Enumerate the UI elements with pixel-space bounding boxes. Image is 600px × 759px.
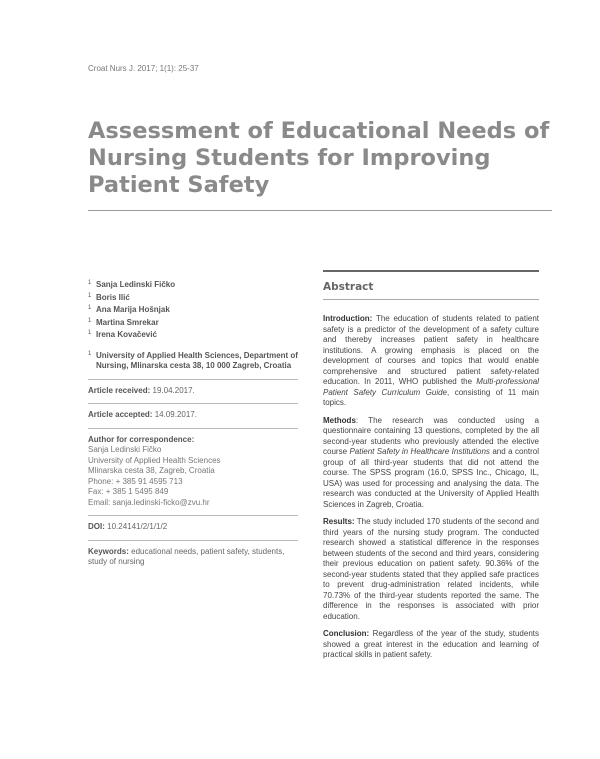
author-item: 1 Irena Kovačević xyxy=(88,330,157,339)
abstract-heading-rule xyxy=(323,299,539,300)
correspondence-email: Email: sanja.ledinski-ficko@zvu.hr xyxy=(88,497,210,507)
article-received: Article received: 19.04.2017. xyxy=(88,385,195,395)
author-item: 1 Martina Smrekar xyxy=(88,317,159,327)
article-accepted: Article accepted: 14.09.2017. xyxy=(88,410,197,419)
abstract-methods: Methods: The research was conducted using a questionnaire containing 13 questions, completed by the all second-year students who previously attended the elective course Patient Safety in Healthcare Institutions and a control group of all third-year students that did not attend the course. The SPSS program (16.0, SPSS Inc., Chicago, IL, USA) was used for processing and analysing the data. The research was conducted at the University of Applied Health Sciences in Zagreb, Croatia. xyxy=(323,415,539,509)
affiliation: 1 University of Applied Health Sciences, Department of Nursing, Mlinarska cesta 38, 10 000 Zagreb, Croatia xyxy=(88,350,298,370)
author-item: 1 Boris Ilić xyxy=(88,292,130,302)
divider xyxy=(88,403,298,404)
abstract-introduction: Introduction: The education of students related to patient safety is a predictor of the development of a safety culture and thereby increases patient safety in healthcare institutions. A growing emphasis is placed on the development of courses and topics that would enable comprehensive and structured patient safety-related education. In 2011, WHO published the Multi-professional Patient Safety Curriculum Guide, consisting of 11 main topics. xyxy=(323,314,539,407)
author-list xyxy=(88,280,298,341)
abstract-heading: Abstract xyxy=(323,281,374,293)
abstract-conclusion: Conclusion: Regardless of the year of the study, students showed a great interest in the education and learning of practical skills in patient safety. xyxy=(323,629,539,659)
keywords: Keywords: educational needs, patient safety, students, study of nursing xyxy=(88,546,285,566)
correspondence-block: Author for correspondence: Sanja Ledinski Fičko University of Applied Health Sciences Mlinarska cesta 38, Zagreb, Croatia Phone: + 385 91 4595 713 Fax: + 385 1 5495 849 Email: sanja.ledinski-ficko@zvu.hr xyxy=(88,435,298,509)
author-item: 1 Ana Marija Hošnjak xyxy=(88,305,170,314)
abstract-results: Results: The study included 170 students of the second and third years of the nursing study program. The conducted research showed a statistical difference in the responses between students of the second and third years, considering their previous education on patient safety. 90.36% of the second-year students stated that they applied safe practices to prevent drug-administration related incidents, while 70.73% of the third-year students reported the same. The difference in the responses is associated with prior education. xyxy=(323,517,540,621)
abstract-body xyxy=(323,314,539,661)
author-info-column xyxy=(88,280,298,568)
doi: DOI: 10.24141/2/1/1/2 xyxy=(88,522,168,531)
divider xyxy=(88,379,298,380)
abstract-column xyxy=(323,270,539,668)
abstract-top-rule xyxy=(323,270,539,272)
divider xyxy=(88,515,298,516)
title-divider xyxy=(88,210,552,211)
divider xyxy=(88,428,298,429)
journal-citation: Croat Nurs J. 2017; 1(1): 25-37 xyxy=(88,64,199,73)
author-item: 1 Sanja Ledinski Fičko xyxy=(88,280,176,289)
divider xyxy=(88,540,298,541)
article-title: Assessment of Educational Needs of Nursing Students for Improving Patient Safety xyxy=(88,118,550,198)
